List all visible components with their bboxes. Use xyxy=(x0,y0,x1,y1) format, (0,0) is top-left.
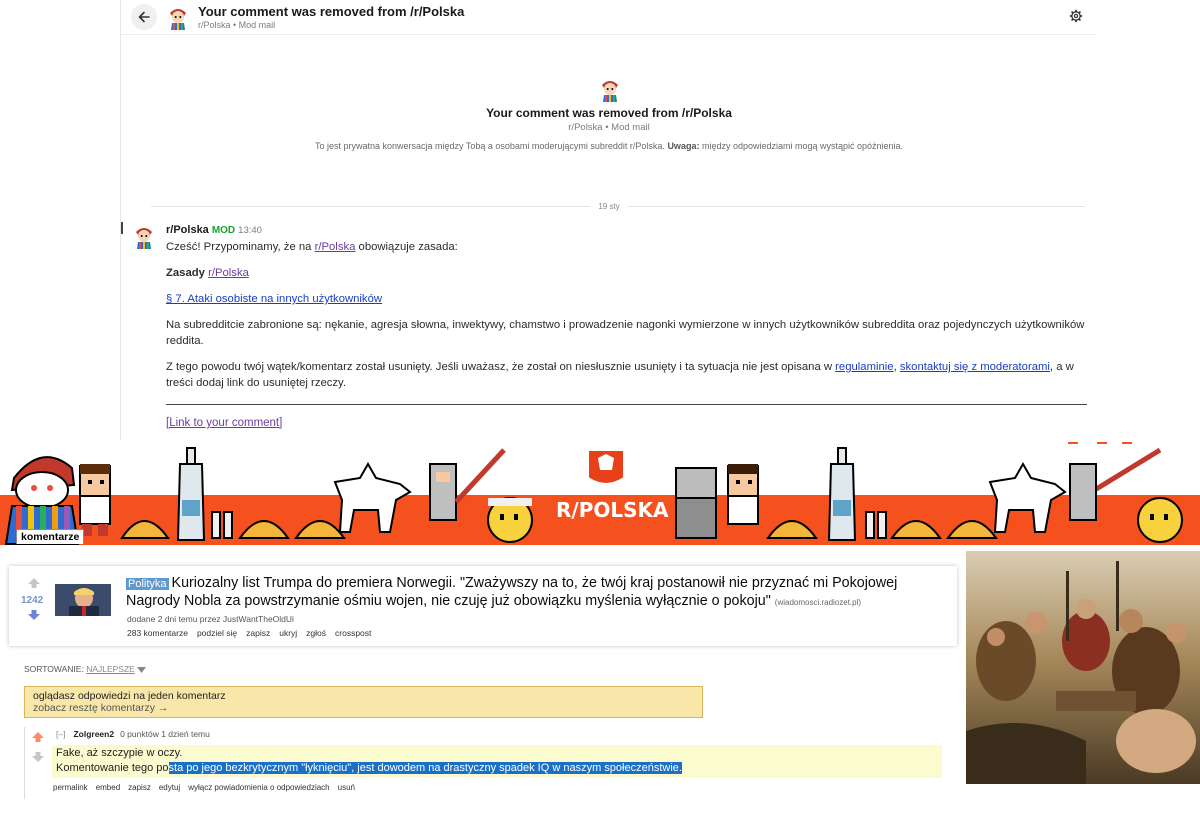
subreddit-banner xyxy=(0,440,1200,545)
rules-subreddit-link[interactable]: r/Polska xyxy=(208,267,249,279)
thumbnail-image xyxy=(55,584,111,616)
post-actions xyxy=(127,628,380,638)
comment-upvote-icon[interactable] xyxy=(32,732,44,742)
intro-subtitle: r/Polska • Mod mail xyxy=(568,122,650,133)
gear-icon[interactable] xyxy=(1069,9,1083,23)
save-comment-link[interactable]: zapisz xyxy=(128,783,151,792)
comment-downvote-icon[interactable] xyxy=(32,752,44,762)
share-link[interactable]: podziel się xyxy=(196,628,238,638)
save-link[interactable]: zapisz xyxy=(246,628,271,638)
message-time: 13:40 xyxy=(238,225,262,236)
mod-badge: MOD xyxy=(211,225,236,236)
subreddit-link[interactable]: r/Polska xyxy=(314,241,356,253)
message-divider xyxy=(166,404,1087,405)
post-meta: dodane 2 dni temu przez JustWantTheOldUi xyxy=(127,614,294,624)
removal-text: Z tego powodu twój wątek/komentarz został usunięty. Jeśli uważasz, że został on niesłusznie usunięty i ta sytuacja nie jest opisana w xyxy=(166,361,836,373)
cossacks-painting xyxy=(966,551,1200,784)
post-score: 1242 xyxy=(21,595,44,606)
comment-actions xyxy=(53,783,363,792)
banner-logo-text: R/POLSKA xyxy=(556,498,669,522)
pixel-elder-icon xyxy=(676,468,716,538)
comment-body xyxy=(52,745,942,778)
removal-notice xyxy=(166,359,1086,391)
post-card xyxy=(9,566,957,646)
post-domain[interactable]: (wiadomosci.radiozet.pl) xyxy=(774,598,862,607)
sort-label: SORTOWANIE: xyxy=(24,664,87,674)
painting-image xyxy=(966,551,1200,784)
message-header xyxy=(166,224,262,236)
subreddit-avatar-icon xyxy=(599,76,621,102)
delete-link[interactable]: usuń xyxy=(337,783,355,792)
post-thumbnail[interactable] xyxy=(55,584,111,616)
contact-mods-link[interactable]: skontaktuj się z moderatorami xyxy=(899,361,1050,373)
message-body xyxy=(166,239,1086,401)
greeting-text-end: obowiązuje zasada: xyxy=(355,241,458,253)
message-greeting xyxy=(166,239,1086,255)
edit-link[interactable]: edytuj xyxy=(158,783,181,792)
report-link[interactable]: zgłoś xyxy=(306,628,327,638)
date-text: 19 sty xyxy=(590,202,627,211)
comment-header xyxy=(56,729,210,739)
downvote-arrow-icon[interactable] xyxy=(28,610,40,620)
post-flair[interactable]: Polityka xyxy=(128,578,167,590)
back-button[interactable] xyxy=(131,4,157,30)
subreddit-avatar-icon xyxy=(167,4,189,30)
arrow-left-icon xyxy=(137,10,151,24)
comment-author[interactable]: Zolgreen2 xyxy=(73,729,115,739)
modmail-header xyxy=(121,0,1097,35)
single-thread-text: oglądasz odpowiedzi na jeden komentarz xyxy=(33,690,226,702)
vodka-bottle-icon xyxy=(829,448,855,540)
comment-meta: 0 punktów 1 dzień temu xyxy=(120,729,210,739)
disable-notifications-link[interactable]: wyłącz powiadomienia o odpowiedziach xyxy=(188,783,330,792)
comment-line-2 xyxy=(56,761,938,776)
post-title xyxy=(126,575,952,611)
tab-comments[interactable]: komentarze xyxy=(16,529,84,544)
sort-dropdown[interactable]: NAJLEPSZE xyxy=(86,664,135,674)
post-title-link[interactable]: Kuriozalny list Trumpa do premiera Norwegii. "Zważywszy na to, że twój kraj postanowił nie przyznać mi Pokojowej Nagrody Nobla za powstrzymanie ośmiu wojen, nie czuję już obowiązku myślenia wyłącznie o pokoju" xyxy=(126,575,898,609)
intro-title: Your comment was removed from /r/Polska xyxy=(486,106,732,120)
single-thread-notice xyxy=(24,686,703,718)
view-all-comments-link[interactable]: zobacz resztę komentarzy → xyxy=(33,702,169,714)
rules-heading xyxy=(166,265,1086,281)
sort-bar xyxy=(24,664,146,674)
pixel-girl-icon xyxy=(728,464,758,524)
rule-line xyxy=(166,291,1086,307)
subreddit-avatar-icon xyxy=(133,223,155,249)
rules-page-link[interactable]: regulaminie xyxy=(835,361,894,373)
hide-link[interactable]: ukryj xyxy=(279,628,298,638)
collapse-toggle[interactable]: [–] xyxy=(56,729,66,739)
conversation-subtitle: r/Polska • Mod mail xyxy=(198,20,276,30)
comments-link[interactable]: 283 komentarze xyxy=(127,628,188,638)
crosspost-link[interactable]: crosspost xyxy=(335,628,372,638)
message-author[interactable]: r/Polska xyxy=(166,224,209,236)
upvote-arrow-icon[interactable] xyxy=(28,578,40,588)
rule-link[interactable]: § 7. Ataki osobiste na innych użytkowników xyxy=(166,293,383,305)
modmail-frame xyxy=(120,0,1096,440)
chevron-down-icon[interactable] xyxy=(137,667,146,673)
comment-thread-line xyxy=(24,727,25,799)
embed-link[interactable]: embed xyxy=(95,783,121,792)
link-to-comment[interactable]: [Link to your comment] xyxy=(166,417,283,429)
date-label xyxy=(121,202,1097,211)
vodka-bottle-icon xyxy=(178,448,204,540)
comment-text: Komentowanie tego po xyxy=(56,762,169,774)
privacy-note xyxy=(121,141,1097,151)
rules-label: Zasady xyxy=(166,267,209,279)
message-marker xyxy=(121,222,123,234)
selected-text: sta po jego bezkrytycznym "łyknięciu", jest dowodem na drastyczny spadek IQ w naszym społeczeństwie. xyxy=(168,762,682,774)
removal-separator: , xyxy=(893,361,900,373)
greeting-text: Cześć! Przypominamy, że na xyxy=(166,241,315,253)
comment-line-1: Fake, aż szczypie w oczy. xyxy=(56,747,183,759)
conversation-title: Your comment was removed from /r/Polska xyxy=(198,4,465,19)
privacy-note-text: To jest prywatna konwersacja między Tobą a osobami moderującymi subreddit r/Polska. xyxy=(314,141,668,151)
privacy-note-warning: między odpowiedziami mogą wystąpić opóźnienia. xyxy=(699,141,904,151)
removal-text-end: , a w treści dodaj link do usuniętej rzeczy. xyxy=(166,361,1074,389)
banner-artwork xyxy=(0,440,1200,545)
rule-description: Na subredditcie zabronione są: nękanie, agresja słowna, inwektywy, chamstwo i prowadzenie nagonki wymierzone w innych użytkowników subreddita oraz pojedynczych użytkowników reddita. xyxy=(166,319,1085,347)
privacy-note-warning-label: Uwaga: xyxy=(667,141,700,151)
permalink-link[interactable]: permalink xyxy=(53,783,88,792)
polish-eagle-icon xyxy=(588,450,624,484)
